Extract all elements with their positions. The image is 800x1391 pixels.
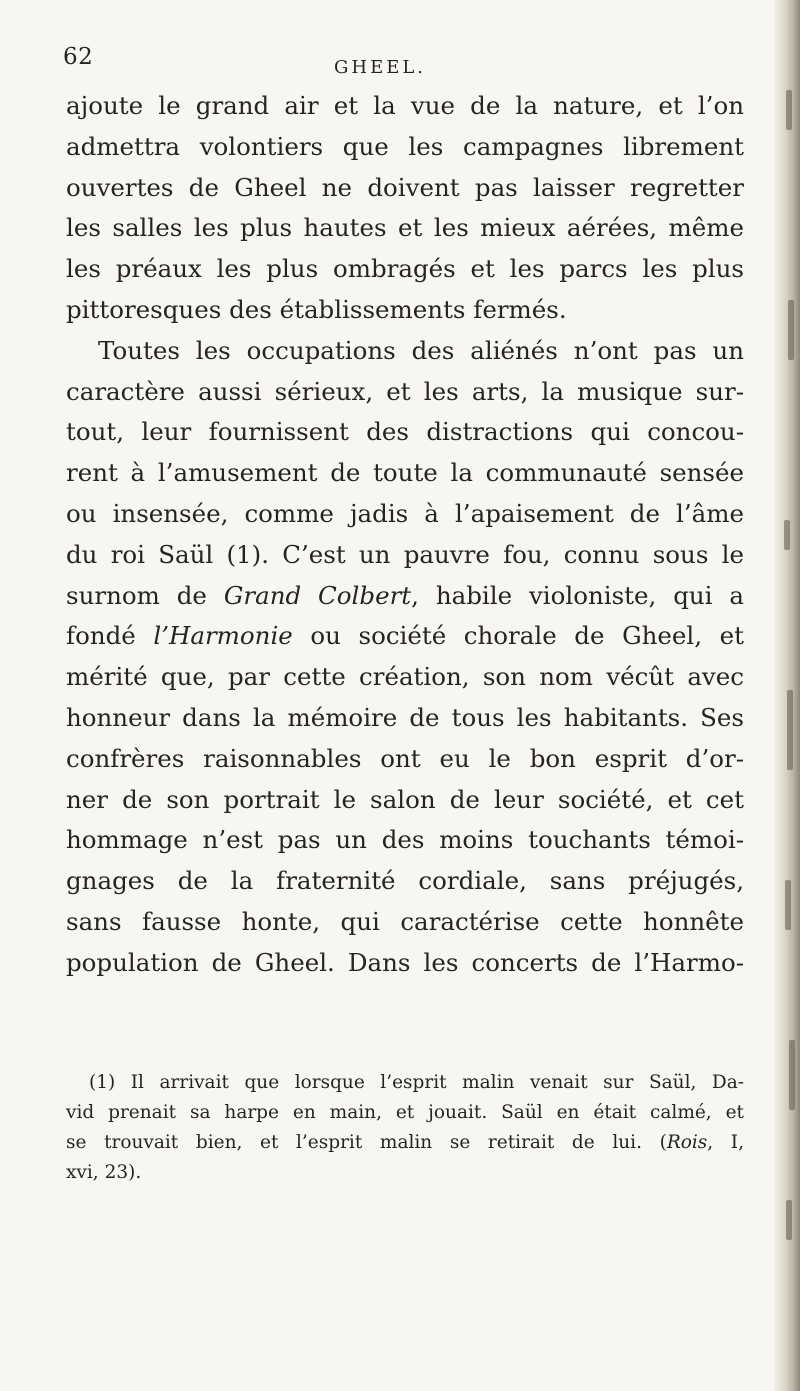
footnote-line: vid prenait sa harpe en main, et jouait. Saül en était calmé, et [66,1102,744,1123]
text-fragment: , habile violoniste, qui a [411,580,744,610]
text-line: pittoresques des établissements fermés. [66,294,567,324]
page-edge-shadow [774,0,800,1391]
text-line [66,576,744,617]
text-line: gnages de la fraternité cordiale, sans préjugés, [66,866,744,896]
text-fragment: surnom de [66,580,224,610]
footnote-line [66,1128,744,1158]
text-fragment: se trouvait bien, et l’esprit malin se retirait de lui. ( [66,1132,667,1153]
text-line: hommage n’est pas un des moins touchants témoi- [66,825,744,855]
text-line: confrères raisonnables ont eu le bon esprit d’or- [66,743,744,773]
footnote [66,1068,744,1188]
text-line: population de Gheel. Dans les concerts de l’Harmo- [66,947,744,977]
italic-name-harmonie: l’Harmonie [153,621,293,651]
text-line: du roi Saül (1). C’est un pauvre fou, connu sous le [66,539,744,569]
footnote-line: xvi, 23). [66,1162,142,1183]
text-line: mérité que, par cette création, son nom vécût avec [66,662,744,692]
text-line: sans fausse honte, qui caractérise cette honnête [66,906,744,936]
text-line: ajoute le grand air et la vue de la nature, et l’on [66,91,744,120]
text-line: admettra volontiers que les campagnes librement [66,131,744,161]
text-line: Toutes les occupations des aliénés n’ont pas un [98,335,744,365]
text-line [66,616,744,657]
text-line: les préaux les plus ombragés et les parcs les plus [66,254,744,284]
text-line: les salles les plus hautes et les mieux aérées, même [66,213,744,243]
text-line: ner de son portrait le salon de leur société, et cet [66,784,744,814]
text-line: ouvertes de Gheel ne doivent pas laisser regretter [66,172,744,202]
text-line: rent à l’amusement de toute la communauté sensée [66,458,744,488]
text-fragment: ou société chorale de Gheel, et [292,621,744,651]
running-head: GHEEL. [334,57,427,78]
body-text [66,86,744,984]
text-line: ou insensée, comme jadis à l’apaisement de l’âme [66,498,744,528]
italic-book-title: Rois [666,1132,708,1153]
text-line: tout, leur fournissent des distractions qui concou- [66,417,744,447]
text-fragment: , I, [707,1132,744,1153]
text-line: honneur dans la mémoire de tous les habitants. Ses [66,702,744,732]
footnote-line: (1) Il arrivait que lorsque l’esprit malin venait sur Saül, Da- [89,1072,744,1093]
text-fragment: fondé [66,621,154,651]
italic-name-grand-colbert: Grand Colbert [223,580,412,610]
text-line: caractère aussi sérieux, et les arts, la musique sur- [66,376,744,406]
page-number: 62 [63,44,94,70]
page-header [63,44,743,76]
